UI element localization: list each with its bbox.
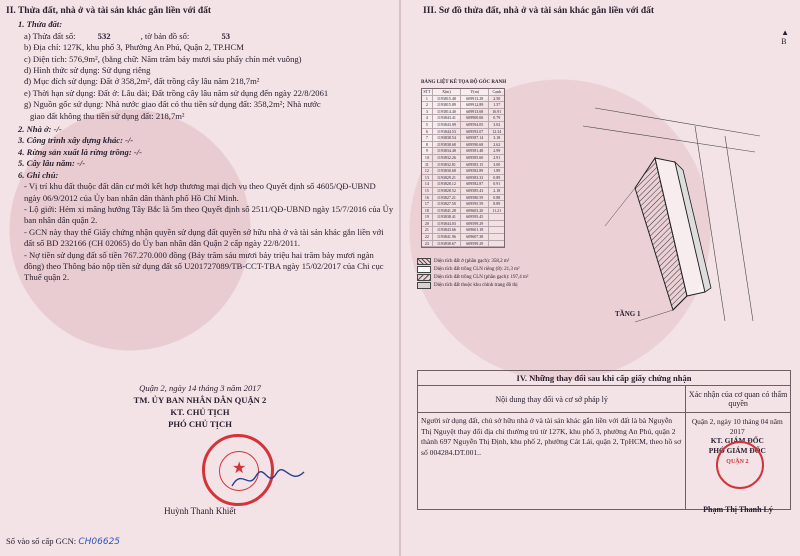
issuing-org: TM. ỦY BAN NHÂN DÂN QUẬN 2 [133,395,267,405]
signature-block [6,382,394,430]
note-2: - Lộ giới: Hẻm xi măng hướng Tây Bắc là 5m theo Quyết định số 2511/QĐ-UBND ngày 15/7/2016 của Ủy ban nhân dân quận 2. [24,203,394,226]
table-cell: 1193830.68 [433,168,461,174]
table-cell: 1193838.41 [433,214,461,220]
table-cell: 0.79 [493,115,501,121]
changes-row [418,413,790,509]
land-origin-1: g) Nguồn gốc sử dụng: Nhà nước giao đất có thu tiền sử dụng đất: 358,2m²; Nhà nước [24,99,321,110]
table-cell: 7 [422,135,433,141]
table-cell: 3.00 [493,161,501,167]
table-cell: 11 [422,162,433,168]
table-row [422,96,504,103]
table-row [422,102,504,109]
table-cell: 8.89 [493,201,501,207]
table-cell: 2.62 [493,141,501,147]
table-cell: 1193832.81 [433,162,461,168]
table-cell: 609582.87 [461,181,489,187]
table-cell: 609585.60 [461,155,489,161]
legend-item: Diện tích đất trồng CLN riêng (8): 21,3 m² [417,266,520,273]
table-cell: 1193844.03 [433,221,461,227]
table-row [422,155,504,162]
table-row [422,115,504,122]
table-cell: 9 [422,148,433,154]
issue-date: Quận 2, ngày 14 tháng 3 năm 2017 [139,383,261,393]
land-use-form: d) Hình thức sử dụng: Sử dụng riêng [24,65,151,76]
table-cell: 20 [422,221,433,227]
section-title-ii: II. Thửa đất, nhà ở và tài sản khác gắn liền với đất [6,6,212,16]
changes-confirm-cell [686,413,790,509]
table-cell: 16.91 [492,108,502,114]
table-cell: 609593.07 [461,129,489,135]
table-cell: 609583.15 [461,162,489,168]
table-cell: 11.21 [492,207,502,213]
confirm-signer: Phạm Thị Thanh Lý [703,505,773,514]
table-cell: 609583.33 [461,175,489,181]
table-cell: 1193838.67 [433,241,461,247]
table-row [422,162,504,169]
table-cell: 13 [422,175,433,181]
official-seal-icon: ★ [202,434,274,506]
table-cell: 8 [422,142,433,148]
table-cell: 609582.89 [461,168,489,174]
table-cell: 3.18 [493,135,501,141]
table-row [422,181,504,188]
table-cell: 609900.06 [461,115,489,121]
changes-title: IV. Những thay đổi sau khi cấp giấy chứng nhận [418,371,790,386]
table-cell: 609581.48 [461,148,489,154]
north-arrow-icon: ▲ B [781,28,789,46]
confirm-date: Quận 2, ngày 10 tháng 04 năm 2017 [691,417,783,436]
coordinate-table-title: BẢNG LIỆT KÊ TỌA ĐỘ GÓC RANH [421,80,507,85]
table-cell: 18 [422,208,433,214]
table-cell: 19 [422,214,433,220]
table-cell: 0.89 [493,174,501,180]
table-row [422,208,504,215]
table-cell: 1193829.21 [433,175,461,181]
page-fold [399,0,401,556]
land-origin-2: giao đất không thu tiền sử dụng đất: 218,7m² [30,110,185,121]
table-cell: 16 [422,195,433,201]
note-3: - GCN này thay thế Giấy chứng nhận quyền sử dụng đất quyền sở hữu nhà ở và tài sản khác gắn liền với đất số BD 232166 (CH 02065) do Ủy ban nhân dân Quận 2 cấp ngày 22/8/2011. [24,226,384,249]
table-cell: 3 [422,109,433,115]
table-cell: 1193814.40 [433,109,461,115]
left-page [6,6,394,550]
table-cell: 2.50 [493,95,501,101]
table-cell: 14 [422,181,433,187]
table-cell: 609580.59 [461,195,489,201]
table-cell [489,214,504,220]
table-cell: 1193832.26 [433,155,461,161]
table-cell: 609913.28 [461,96,489,102]
table-row [422,175,504,182]
table-row [422,168,504,175]
table-cell [489,227,504,233]
table-row [422,188,504,195]
table-cell: 2.99 [493,148,501,154]
table-cell: 21 [422,227,433,233]
legend-item: Diện tích đất ở (phần gạch): 358,2 m² [417,258,509,265]
signer-role-2: PHÓ CHỦ TỊCH [168,419,232,429]
table-cell: 2 [422,102,433,108]
confirm-role-1: KT. GIÁM ĐỐC [710,436,764,445]
table-cell: 609912.89 [461,102,489,108]
signer-role-1: KT. CHỦ TỊCH [170,407,230,417]
table-cell: 0.91 [493,181,501,187]
table-row [422,142,504,149]
table-cell: 1193828.12 [433,181,461,187]
changes-content: Người sử dụng đất, chủ sở hữu nhà ở và tài sản khác gắn liền với đất là bà Nguyễn Thị Nguyệt thay đổi địa chỉ thường trú từ 127K, khu phố 3, phường An Phú, quận 2 thành 697 Nguyễn Thị Định, khu phố 2, phường Cát Lái, quận 2, TpHCM, theo hồ sơ số 004284.DT.001.. [418,413,686,509]
land-area: c) Diện tích: 576,9m², (bằng chữ: Năm trăm bảy mươi sáu phẩy chín mét vuông) [24,53,302,64]
table-row [422,122,504,129]
table-cell: 609587.14 [461,135,489,141]
note-4: - Nợ tiền sử dụng đất số tiền 767.270.000 đồng (Bảy trăm sáu mươi bảy triệu hai trăm bảy mươi ngàn đồng) theo Thông báo nộp tiền sử dụng đất số U201727089/TB-CCT-TBA ngày 15/02/2017 của Chi cục Thuế quận 2. [24,249,384,283]
table-cell: 1193838.68 [433,142,461,148]
table-row [422,214,504,221]
table-cell: 609913.68 [461,109,489,115]
table-cell: 1193827.21 [433,195,461,201]
table-cell: 609590.68 [461,142,489,148]
register-number: Số vào sổ cấp GCN: CH06625 [6,536,121,547]
other-works-line: 3. Công trình xây dựng khác: -/- [18,135,134,146]
table-cell: 609607.38 [461,234,489,240]
land-heading: 1. Thửa đất: [18,19,63,30]
table-cell: 1193815.48 [433,96,461,102]
table-cell: 1193844.53 [433,129,461,135]
table-cell [489,234,504,240]
table-cell: 1193834.48 [433,148,461,154]
table-cell: 609603.20 [461,208,489,214]
table-cell: 1193828.52 [433,188,461,194]
table-cell: 609599.29 [461,241,489,247]
plot-diagram [575,96,765,326]
table-cell [489,221,504,227]
table-cell: 1.89 [493,168,501,174]
trees-line: 5. Cây lâu năm: -/- [18,158,86,169]
table-cell: 23 [422,241,433,247]
table-row [422,221,504,228]
table-cell: 609595.59 [461,201,489,207]
table-row [422,129,504,136]
table-cell: 2.18 [493,187,501,193]
land-use-purpose: đ) Mục đích sử dụng: Đất ở 358,2m², đất trồng cây lâu năm 218,7m² [24,76,260,87]
table-cell: 17 [422,201,433,207]
section-title-iii: III. Sơ đồ thửa đất, nhà ở và tài sản khác gắn liền với đất [423,6,655,16]
table-cell: 1 [422,96,433,102]
changes-col-confirm: Xác nhận của cơ quan có thẩm quyền [688,390,788,408]
table-row [422,135,504,142]
table-cell: 1193827.50 [433,201,461,207]
changes-table [417,370,791,514]
table-cell: 1193843.66 [433,227,461,233]
table-row [422,148,504,155]
land-address: b) Địa chỉ: 127K, khu phố 3, Phường An Phú, Quận 2, TP.HCM [24,42,244,53]
house-line: 2. Nhà ở: -/- [18,124,62,135]
legend-item: Diện tích đất trồng CLN (phần gạch): 197,4 m² [417,274,528,281]
register-number-value: CH06625 [78,537,121,547]
table-cell: 1193838.54 [433,135,461,141]
coordinate-table [421,88,505,248]
table-cell: 1193841.28 [433,208,461,214]
table-cell: 1193841.96 [433,234,461,240]
table-cell [489,241,504,247]
table-row [422,195,504,202]
forest-line: 4. Rừng sản xuất là rừng trồng: -/- [18,146,142,157]
table-cell: 12.34 [492,128,502,134]
signer-name: Huỳnh Thanh Khiết [164,506,236,516]
table-cell: 1193843.99 [433,122,461,128]
table-cell: 12 [422,168,433,174]
land-use-term: e) Thời hạn sử dụng: Đất ở: Lâu dài; Đất trồng cây lâu năm sử dụng đến ngày 22/8/2061 [24,87,329,98]
changes-header [418,386,790,413]
note-1: - Vị trí khu đất thuộc đất dân cư mới kết hợp thương mại dịch vụ theo Quyết định số 4605/QĐ-UBND ngày 06/9/2012 của Ủy ban nhân dân thành phố Hồ Chí Minh. [24,181,376,203]
table-cell: 4 [422,115,433,121]
table-cell: 609601.18 [461,227,489,233]
table-cell: 15 [422,188,433,194]
table-cell: 609595.45 [461,214,489,220]
table-row [422,241,504,248]
table-cell: 6 [422,129,433,135]
confirm-role-2: PHÓ GIÁM ĐỐC [708,445,766,455]
table-row [422,109,504,116]
changes-col-content: Nội dung thay đổi và cơ sở pháp lý [418,386,686,412]
table-row [422,227,504,234]
table-cell: 609594.05 [461,122,489,128]
table-cell: 5 [422,122,433,128]
signature-icon [228,464,308,494]
legend-item: Diện tích đất thuộc khu chỉnh trang đô thị [417,282,518,289]
floor-label: TẦNG 1 [615,310,641,318]
table-cell: 1193843.41 [433,115,461,121]
table-row [422,201,504,208]
table-cell: 609599.29 [461,221,489,227]
table-cell: 1.57 [493,102,501,108]
table-cell: 22 [422,234,433,240]
table-row [422,234,504,241]
table-cell: 1193815.89 [433,102,461,108]
table-cell: 2.91 [493,154,501,160]
land-parcel-line: a) Thửa đất số: 532 , tờ bản đồ số: 53 [24,30,231,41]
notes-heading: 6. Ghi chú: [18,169,59,180]
table-cell: 0.88 [493,194,501,200]
confirm-seal-icon: QUẬN 2 [716,441,764,489]
table-cell: 10 [422,155,433,161]
table-header-row: STT X(m) Y(m) Cạnh [422,89,504,96]
table-cell: 609585.43 [461,188,489,194]
right-page [405,6,795,550]
table-cell: 3.02 [493,121,501,127]
